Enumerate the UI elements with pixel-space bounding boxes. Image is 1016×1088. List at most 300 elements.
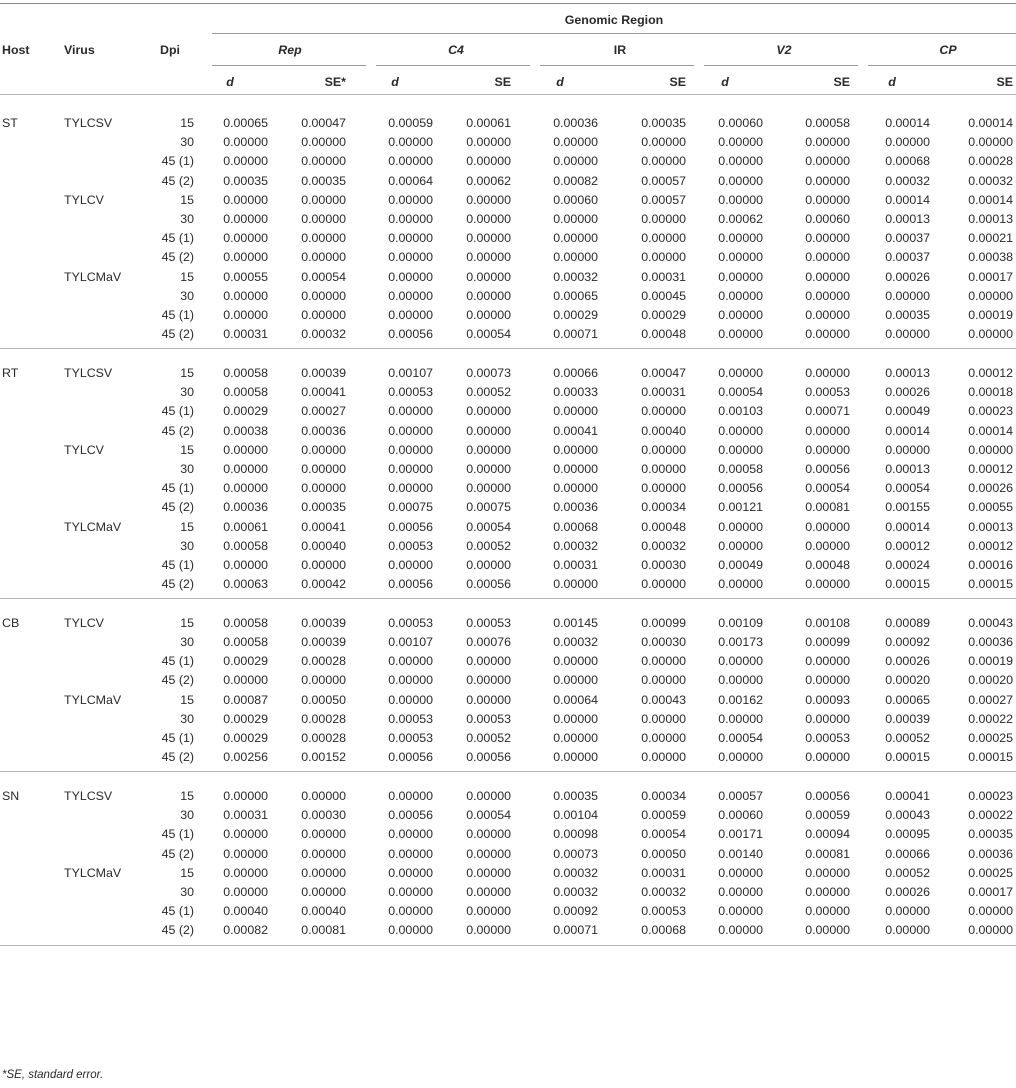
table-row [0, 520, 1016, 534]
se-cell: 0.00000 [805, 865, 850, 880]
distance-cell: 0.00031 [553, 557, 598, 572]
distance-cell: 0.00000 [553, 135, 598, 150]
distance-cell: 0.00000 [718, 288, 763, 303]
se-cell: 0.00071 [805, 404, 850, 419]
distance-cell: 0.00000 [885, 923, 930, 938]
virus-label: TYLCMaV [64, 692, 122, 707]
table-row [0, 827, 1016, 841]
se-cell: 0.00000 [466, 404, 511, 419]
distance-cell: 0.00000 [223, 846, 268, 861]
distance-cell: 0.00036 [553, 500, 598, 515]
distance-cell: 0.00054 [885, 481, 930, 496]
dpi-cell: 15 [180, 788, 194, 803]
se-cell: 0.00000 [968, 442, 1013, 457]
distance-cell: 0.00060 [718, 116, 763, 130]
distance-cell: 0.00109 [718, 615, 763, 630]
table-row [0, 577, 1016, 591]
se-cell: 0.00040 [641, 423, 686, 438]
se-cell: 0.00000 [301, 884, 346, 899]
se-cell: 0.00012 [968, 538, 1013, 553]
se-cell: 0.00000 [301, 250, 346, 265]
se-cell: 0.00000 [301, 865, 346, 880]
distance-cell: 0.00032 [553, 635, 598, 649]
table-row [0, 808, 1016, 822]
distance-cell: 0.00060 [718, 808, 763, 823]
se-cell: 0.00152 [301, 750, 346, 765]
se-cell: 0.00053 [805, 731, 850, 745]
se-cell: 0.00015 [968, 750, 1013, 765]
distance-cell: 0.00029 [553, 308, 598, 322]
dpi-cell: 30 [180, 808, 194, 823]
distance-cell: 0.00000 [223, 557, 268, 572]
distance-cell: 0.00104 [553, 808, 598, 823]
virus-label: TYLCSV [64, 365, 113, 380]
se-cell: 0.00081 [301, 923, 346, 938]
distance-cell: 0.00103 [718, 404, 763, 419]
distance-cell: 0.00000 [388, 481, 433, 496]
distance-cell: 0.00015 [885, 750, 930, 765]
distance-cell: 0.00056 [388, 327, 433, 342]
distance-cell: 0.00121 [718, 500, 763, 515]
dpi-cell: 45 (1) [161, 481, 194, 496]
se-cell: 0.00041 [301, 385, 346, 400]
distance-cell: 0.00065 [553, 288, 598, 303]
dpi-cell: 45 (2) [161, 577, 194, 592]
distance-cell: 0.00060 [553, 192, 598, 207]
dpi-cell: 30 [180, 288, 194, 303]
dpi-cell: 45 (2) [161, 750, 194, 765]
distance-cell: 0.00000 [223, 250, 268, 265]
se-cell: 0.00039 [301, 615, 346, 630]
se-cell: 0.00000 [466, 884, 511, 899]
distance-cell: 0.00020 [885, 673, 930, 688]
distance-cell: 0.00035 [885, 308, 930, 322]
distance-cell: 0.00082 [553, 173, 598, 188]
region-header-cp: CP [939, 43, 957, 57]
distance-cell: 0.00000 [388, 461, 433, 476]
distance-cell: 0.00000 [718, 538, 763, 553]
dpi-cell: 15 [180, 692, 194, 707]
distance-cell: 0.00029 [223, 404, 268, 419]
se-cell: 0.00000 [301, 461, 346, 476]
se-cell: 0.00000 [466, 827, 511, 842]
distance-cell: 0.00039 [885, 711, 930, 726]
se-cell: 0.00000 [805, 750, 850, 765]
se-cell: 0.00000 [805, 711, 850, 726]
dpi-cell: 30 [180, 884, 194, 899]
se-cell: 0.00000 [466, 231, 511, 246]
se-cell: 0.00000 [301, 231, 346, 246]
distance-cell: 0.00013 [885, 461, 930, 476]
distance-cell: 0.00058 [223, 365, 268, 380]
distance-cell: 0.00043 [885, 808, 930, 823]
se-cell: 0.00000 [641, 250, 686, 265]
table-row [0, 885, 1016, 899]
se-cell: 0.00022 [968, 808, 1013, 823]
se-cell: 0.00019 [968, 654, 1013, 669]
se-cell: 0.00043 [968, 615, 1013, 630]
dpi-cell: 45 (1) [161, 731, 194, 745]
table-row [0, 135, 1016, 149]
se-cell: 0.00000 [301, 673, 346, 688]
distance-cell: 0.00032 [553, 269, 598, 284]
host-header: Host [2, 43, 30, 57]
distance-cell: 0.00013 [885, 212, 930, 226]
se-cell: 0.00023 [968, 788, 1013, 803]
distance-cell: 0.00033 [553, 385, 598, 400]
se-cell: 0.00000 [805, 250, 850, 265]
se-cell: 0.00059 [641, 808, 686, 823]
se-cell: 0.00048 [641, 327, 686, 342]
se-cell: 0.00054 [466, 808, 511, 823]
table-row [0, 923, 1016, 937]
se-cell: 0.00030 [641, 557, 686, 572]
se-cell: 0.00025 [968, 865, 1013, 880]
se-cell: 0.00050 [641, 846, 686, 861]
se-cell: 0.00000 [466, 288, 511, 303]
distance-cell: 0.00000 [553, 673, 598, 688]
se-cell: 0.00000 [641, 731, 686, 745]
distance-cell: 0.00000 [718, 865, 763, 880]
distance-cell: 0.00014 [885, 192, 930, 207]
distance-cell: 0.00000 [223, 788, 268, 803]
se-cell: 0.00099 [641, 615, 686, 630]
distance-cell: 0.00041 [553, 423, 598, 438]
se-cell: 0.00032 [641, 884, 686, 899]
se-cell: 0.00039 [301, 635, 346, 649]
distance-cell: 0.00000 [718, 904, 763, 919]
distance-cell: 0.00026 [885, 884, 930, 899]
distance-cell: 0.00000 [223, 154, 268, 169]
se-cell: 0.00000 [301, 308, 346, 322]
se-cell: 0.00018 [968, 385, 1013, 400]
se-cell: 0.00054 [301, 269, 346, 284]
se-cell: 0.00019 [968, 308, 1013, 322]
se-cell: 0.00042 [301, 577, 346, 592]
se-cell: 0.00013 [968, 212, 1013, 226]
se-cell: 0.00076 [466, 635, 511, 649]
se-cell: 0.00000 [641, 231, 686, 246]
distance-cell: 0.00171 [718, 827, 763, 842]
distance-cell: 0.00029 [223, 654, 268, 669]
se-cell: 0.00000 [301, 154, 346, 169]
distance-cell: 0.00000 [553, 250, 598, 265]
se-cell: 0.00000 [968, 923, 1013, 938]
distance-cell: 0.00162 [718, 692, 763, 707]
distance-subheader: d [226, 75, 234, 89]
distance-cell: 0.00000 [223, 461, 268, 476]
genomic-region-rule [212, 33, 1016, 34]
se-cell: 0.00000 [466, 557, 511, 572]
distance-cell: 0.00140 [718, 846, 763, 861]
dpi-cell: 15 [180, 365, 194, 380]
table-row [0, 174, 1016, 188]
distance-cell: 0.00075 [388, 500, 433, 515]
se-cell: 0.00027 [301, 404, 346, 419]
distance-cell: 0.00000 [388, 269, 433, 284]
distance-cell: 0.00098 [553, 827, 598, 842]
se-cell: 0.00048 [641, 519, 686, 534]
distance-cell: 0.00000 [388, 250, 433, 265]
table-row [0, 308, 1016, 322]
distance-cell: 0.00054 [718, 385, 763, 400]
distance-cell: 0.00000 [553, 654, 598, 669]
se-cell: 0.00000 [968, 288, 1013, 303]
region-rule-rep [212, 65, 366, 66]
distance-cell: 0.00053 [388, 711, 433, 726]
distance-cell: 0.00036 [553, 116, 598, 130]
virus-label: TYLCSV [64, 116, 113, 130]
distance-cell: 0.00082 [223, 923, 268, 938]
distance-cell: 0.00092 [553, 904, 598, 919]
distance-cell: 0.00056 [388, 750, 433, 765]
distance-cell: 0.00071 [553, 923, 598, 938]
table-row [0, 385, 1016, 399]
dpi-cell: 30 [180, 538, 194, 553]
se-cell: 0.00094 [805, 827, 850, 842]
se-cell: 0.00060 [805, 212, 850, 226]
se-cell: 0.00000 [301, 846, 346, 861]
distance-cell: 0.00066 [553, 365, 598, 380]
se-cell: 0.00000 [466, 269, 511, 284]
distance-cell: 0.00000 [718, 442, 763, 457]
se-cell: 0.00054 [641, 827, 686, 842]
distance-cell: 0.00000 [718, 308, 763, 322]
se-cell: 0.00000 [641, 577, 686, 592]
se-cell: 0.00047 [301, 116, 346, 130]
distance-cell: 0.00000 [388, 442, 433, 457]
distance-cell: 0.00056 [388, 519, 433, 534]
se-cell: 0.00040 [301, 904, 346, 919]
se-cell: 0.00000 [466, 250, 511, 265]
virus-header: Virus [64, 43, 95, 57]
se-cell: 0.00081 [805, 500, 850, 515]
virus-label: TYLCMaV [64, 269, 122, 284]
distance-cell: 0.00000 [388, 231, 433, 246]
table-row [0, 847, 1016, 861]
se-cell: 0.00028 [301, 654, 346, 669]
se-cell: 0.00061 [466, 116, 511, 130]
se-cell: 0.00000 [301, 557, 346, 572]
virus-label: TYLCSV [64, 788, 113, 803]
se-cell: 0.00015 [968, 577, 1013, 592]
distance-cell: 0.00063 [223, 577, 268, 592]
se-cell: 0.00031 [641, 269, 686, 284]
table-row [0, 616, 1016, 630]
table-row [0, 404, 1016, 418]
distance-cell: 0.00000 [223, 212, 268, 226]
se-cell: 0.00053 [641, 904, 686, 919]
se-cell: 0.00000 [805, 231, 850, 246]
se-cell: 0.00014 [968, 423, 1013, 438]
se-cell: 0.00050 [301, 692, 346, 707]
distance-cell: 0.00058 [718, 461, 763, 476]
se-cell: 0.00000 [301, 827, 346, 842]
se-cell: 0.00052 [466, 538, 511, 553]
se-cell: 0.00031 [641, 865, 686, 880]
distance-cell: 0.00035 [553, 788, 598, 803]
genomic-region-header: Genomic Region [564, 13, 664, 27]
distance-cell: 0.00000 [388, 423, 433, 438]
table-row [0, 789, 1016, 803]
se-cell: 0.00000 [805, 154, 850, 169]
distance-cell: 0.00000 [388, 212, 433, 226]
distance-cell: 0.00049 [885, 404, 930, 419]
distance-cell: 0.00000 [388, 288, 433, 303]
se-cell: 0.00043 [641, 692, 686, 707]
se-cell: 0.00016 [968, 557, 1013, 572]
se-cell: 0.00053 [466, 711, 511, 726]
virus-label: TYLCMaV [64, 865, 122, 880]
distance-cell: 0.00000 [553, 154, 598, 169]
distance-cell: 0.00014 [885, 519, 930, 534]
distance-cell: 0.00049 [718, 557, 763, 572]
se-cell: 0.00000 [466, 654, 511, 669]
distance-cell: 0.00064 [553, 692, 598, 707]
se-cell: 0.00075 [466, 500, 511, 515]
dpi-header: Dpi [160, 43, 180, 57]
se-cell: 0.00028 [301, 731, 346, 745]
se-cell: 0.00039 [301, 365, 346, 380]
distance-cell: 0.00015 [885, 577, 930, 592]
table-row [0, 654, 1016, 668]
table-row [0, 635, 1016, 649]
se-cell: 0.00034 [641, 788, 686, 803]
distance-cell: 0.00000 [718, 135, 763, 150]
virus-label: TYLCMaV [64, 519, 122, 534]
table-row [0, 270, 1016, 284]
dpi-cell: 45 (2) [161, 923, 194, 938]
se-cell: 0.00000 [805, 442, 850, 457]
se-cell: 0.00035 [968, 827, 1013, 842]
distance-cell: 0.00056 [388, 808, 433, 823]
se-cell: 0.00048 [805, 557, 850, 572]
distance-cell: 0.00145 [553, 615, 598, 630]
se-cell: 0.00000 [805, 519, 850, 534]
se-cell: 0.00020 [968, 673, 1013, 688]
se-cell: 0.00000 [805, 288, 850, 303]
distance-cell: 0.00065 [223, 116, 268, 130]
se-cell: 0.00035 [301, 173, 346, 188]
se-cell: 0.00000 [466, 308, 511, 322]
se-cell: 0.00055 [968, 500, 1013, 515]
distance-cell: 0.00000 [553, 461, 598, 476]
distance-cell: 0.00052 [885, 731, 930, 745]
distance-cell: 0.00014 [885, 116, 930, 130]
distance-cell: 0.00064 [388, 173, 433, 188]
distance-cell: 0.00031 [223, 808, 268, 823]
se-cell: 0.00000 [466, 865, 511, 880]
table-row [0, 500, 1016, 514]
distance-cell: 0.00107 [388, 635, 433, 649]
dpi-cell: 45 (1) [161, 154, 194, 169]
distance-cell: 0.00000 [718, 750, 763, 765]
distance-cell: 0.00000 [885, 135, 930, 150]
distance-cell: 0.00000 [885, 904, 930, 919]
distance-cell: 0.00000 [223, 827, 268, 842]
distance-cell: 0.00000 [388, 846, 433, 861]
dpi-cell: 45 (2) [161, 173, 194, 188]
se-cell: 0.00000 [301, 192, 346, 207]
se-cell: 0.00000 [641, 654, 686, 669]
distance-cell: 0.00000 [223, 481, 268, 496]
distance-cell: 0.00000 [718, 365, 763, 380]
distance-cell: 0.00032 [553, 884, 598, 899]
se-cell: 0.00023 [968, 404, 1013, 419]
se-subheader: SE [833, 75, 850, 89]
table-top-rule [0, 3, 1016, 4]
distance-cell: 0.00041 [885, 788, 930, 803]
table-row [0, 193, 1016, 207]
region-rule-v2 [704, 65, 858, 66]
dpi-cell: 45 (1) [161, 827, 194, 842]
distance-cell: 0.00000 [553, 750, 598, 765]
se-cell: 0.00036 [968, 846, 1013, 861]
se-cell: 0.00000 [301, 135, 346, 150]
distance-cell: 0.00107 [388, 365, 433, 380]
distance-cell: 0.00000 [223, 673, 268, 688]
distance-cell: 0.00026 [885, 654, 930, 669]
se-cell: 0.00022 [968, 711, 1013, 726]
distance-cell: 0.00037 [885, 231, 930, 246]
se-cell: 0.00017 [968, 884, 1013, 899]
distance-cell: 0.00055 [223, 269, 268, 284]
distance-cell: 0.00000 [388, 692, 433, 707]
se-cell: 0.00012 [968, 461, 1013, 476]
se-cell: 0.00000 [805, 135, 850, 150]
distance-subheader: d [391, 75, 399, 89]
se-cell: 0.00000 [641, 154, 686, 169]
se-cell: 0.00030 [641, 635, 686, 649]
distance-cell: 0.00065 [885, 692, 930, 707]
se-cell: 0.00035 [641, 116, 686, 130]
se-cell: 0.00056 [466, 577, 511, 592]
distance-cell: 0.00032 [885, 173, 930, 188]
se-cell: 0.00000 [805, 365, 850, 380]
se-subheader: SE [669, 75, 686, 89]
se-cell: 0.00000 [466, 481, 511, 496]
se-cell: 0.00027 [968, 692, 1013, 707]
se-cell: 0.00040 [301, 538, 346, 553]
table-row [0, 673, 1016, 687]
se-cell: 0.00036 [968, 635, 1013, 649]
distance-cell: 0.00058 [223, 538, 268, 553]
distance-cell: 0.00000 [388, 827, 433, 842]
se-cell: 0.00052 [466, 731, 511, 745]
se-cell: 0.00000 [301, 288, 346, 303]
table-row [0, 116, 1016, 130]
distance-cell: 0.00000 [553, 212, 598, 226]
se-cell: 0.00026 [968, 481, 1013, 496]
se-cell: 0.00056 [805, 461, 850, 476]
table-row [0, 750, 1016, 764]
se-cell: 0.00052 [466, 385, 511, 400]
se-cell: 0.00045 [641, 288, 686, 303]
se-cell: 0.00021 [968, 231, 1013, 246]
se-cell: 0.00000 [641, 673, 686, 688]
dpi-cell: 15 [180, 865, 194, 880]
se-cell: 0.00013 [968, 519, 1013, 534]
region-header-rep: Rep [278, 43, 302, 57]
distance-cell: 0.00053 [388, 538, 433, 553]
se-cell: 0.00000 [466, 904, 511, 919]
distance-cell: 0.00068 [553, 519, 598, 534]
host-label-cb: CB [2, 615, 20, 630]
distance-cell: 0.00000 [223, 135, 268, 150]
distance-cell: 0.00000 [388, 904, 433, 919]
se-subheader: SE [996, 75, 1013, 89]
se-cell: 0.00073 [466, 365, 511, 380]
